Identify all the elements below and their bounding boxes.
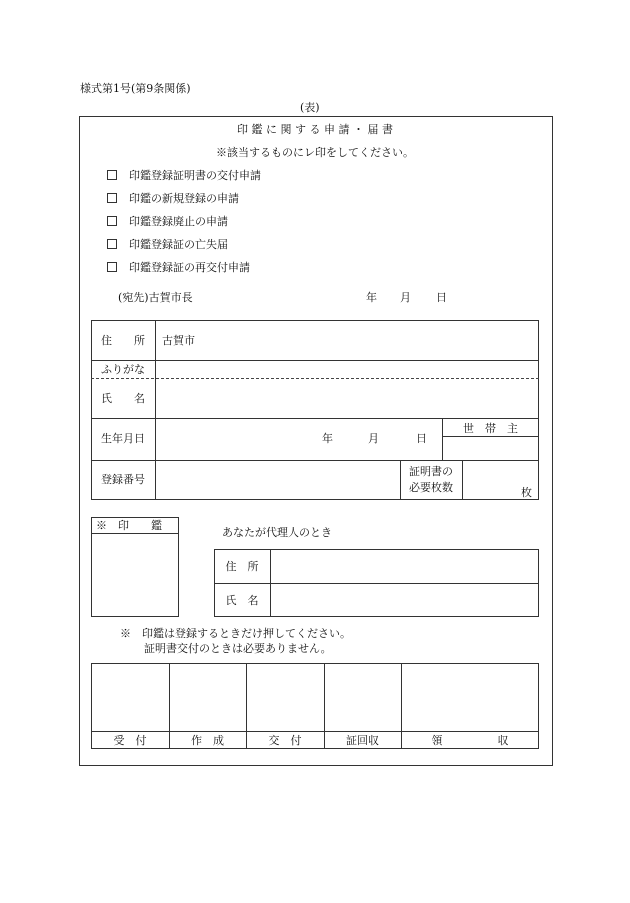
date-day-label: 日 xyxy=(436,291,447,304)
address-label: 住 所 xyxy=(101,334,145,347)
office-label-creation: 作 成 xyxy=(191,734,224,747)
furigana-field[interactable] xyxy=(156,361,538,377)
checklist-item-new-registration[interactable]: 印鑑の新規登録の申請 xyxy=(107,193,239,204)
household-head-field[interactable] xyxy=(443,437,538,459)
birth-month-label: 月 xyxy=(368,432,379,445)
date-month-label: 月 xyxy=(400,291,411,304)
agent-address-field[interactable] xyxy=(271,550,538,582)
furigana-label: ふりがな xyxy=(101,363,145,376)
form-number: 様式第1号(第9条関係) xyxy=(80,82,191,95)
checkbox[interactable] xyxy=(107,216,117,226)
office-label-reception: 受 付 xyxy=(113,734,147,747)
agent-name-field[interactable] xyxy=(271,584,538,616)
name-label: 氏 名 xyxy=(101,392,145,405)
certificate-count-label-2: 必要枚数 xyxy=(409,481,453,494)
certificate-count-label-1: 証明書の xyxy=(409,465,453,478)
form-title: 印 鑑 に 関 す る 申 請 ・ 届 書 xyxy=(237,123,393,136)
seal-box-label: ※ 印 鑑 xyxy=(96,519,162,532)
office-label-certificate-collection: 証回収 xyxy=(346,734,379,747)
agent-heading: あなたが代理人のとき xyxy=(222,526,332,539)
name-field[interactable] xyxy=(156,379,538,417)
agent-address-label: 住 所 xyxy=(225,560,259,573)
seal-note-line-2: 証明書交付のときは必要ありません。 xyxy=(144,642,332,655)
registration-number-label: 登録番号 xyxy=(101,473,145,486)
certificate-count-unit: 枚 xyxy=(521,486,532,499)
checkbox[interactable] xyxy=(107,239,117,249)
office-label-receipt: 領 収 xyxy=(431,734,509,747)
checklist-item-loss-report[interactable]: 印鑑登録証の亡失届 xyxy=(107,239,228,250)
check-instruction: ※該当するものにレ印をしてください。 xyxy=(216,146,414,159)
checkbox[interactable] xyxy=(107,170,117,180)
office-label-issuance: 交 付 xyxy=(268,734,302,747)
checkbox[interactable] xyxy=(107,193,117,203)
date-year-label: 年 xyxy=(366,291,377,304)
agent-name-label: 氏 名 xyxy=(225,594,259,607)
registration-number-field[interactable] xyxy=(156,461,399,499)
checklist-item-reissue[interactable]: 印鑑登録証の再交付申請 xyxy=(107,262,250,273)
birth-day-label: 日 xyxy=(416,432,427,445)
addressee: (宛先)古賀市長 xyxy=(118,291,193,304)
checkbox[interactable] xyxy=(107,262,117,272)
checklist-item-abolition[interactable]: 印鑑登録廃止の申請 xyxy=(107,216,228,227)
household-head-label: 世 帯 主 xyxy=(463,422,518,435)
address-field[interactable]: 古賀市 xyxy=(162,334,195,347)
birth-year-label: 年 xyxy=(322,432,333,445)
seal-stamp-area[interactable] xyxy=(92,534,178,616)
form-side-label: (表) xyxy=(300,101,320,114)
seal-note-line-1: ※ 印鑑は登録するときだけ押してください。 xyxy=(120,627,351,640)
checklist-item-certificate[interactable]: 印鑑登録証明書の交付申請 xyxy=(107,170,261,181)
birthdate-label: 生年月日 xyxy=(101,432,145,445)
